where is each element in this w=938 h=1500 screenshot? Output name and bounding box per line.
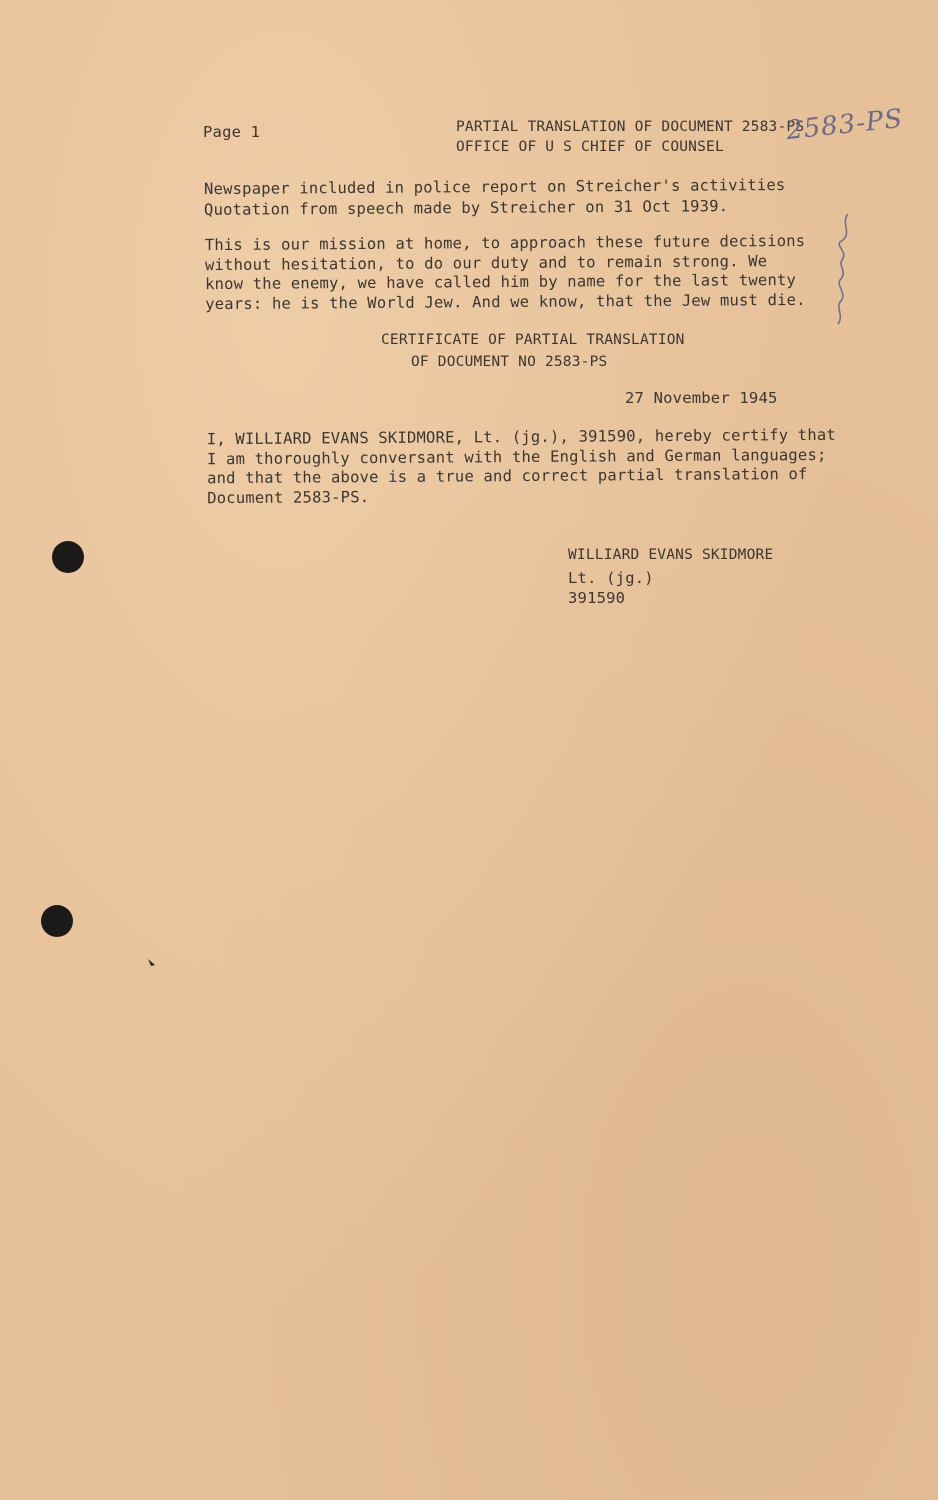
signature-rank: Lt. (jg.)	[568, 569, 654, 587]
document-title-line1: PARTIAL TRANSLATION OF DOCUMENT 2583-PS	[456, 119, 805, 135]
certificate-line: I am thoroughly conversant with the English and German languages;	[206, 445, 827, 468]
punch-hole	[41, 905, 73, 937]
intro-line-2: Quotation from speech made by Streicher on 31 Oct 1939.	[203, 197, 729, 219]
quote-line: years: he is the World Jew. And we know, that the Jew must die.	[205, 290, 806, 313]
quote-line: know the enemy, we have called him by name for the last twenty	[205, 270, 797, 294]
quote-line: This is our mission at home, to approach these future decisions	[204, 231, 806, 255]
certificate-date: 27 November 1945	[625, 389, 778, 407]
certificate-body	[207, 426, 837, 508]
certificate-line: I, WILLIARD EVANS SKIDMORE, Lt. (jg.), 391590, hereby certify that	[206, 425, 836, 449]
document-title-line2: OFFICE OF U S CHIEF OF COUNSEL	[456, 139, 724, 155]
quote-line: without hesitation, to do our duty and to remain strong. We	[204, 251, 768, 274]
certificate-line: Document 2583-PS.	[207, 487, 370, 507]
signature-name: WILLIARD EVANS SKIDMORE	[568, 547, 774, 563]
intro-line-1: Newspaper included in police report on Streicher's activities	[203, 175, 786, 199]
punch-hole	[52, 541, 84, 573]
page-label: Page 1	[203, 123, 261, 141]
certificate-line: and that the above is a true and correct partial translation of	[207, 465, 808, 488]
certificate-heading-line1: CERTIFICATE OF PARTIAL TRANSLATION	[381, 332, 685, 348]
paper-speck-mark	[145, 956, 161, 972]
quoted-passage	[205, 232, 806, 314]
handwritten-document-number: 2583-PS	[784, 103, 905, 147]
certificate-heading-line2: OF DOCUMENT NO 2583-PS	[411, 354, 608, 370]
handwritten-bracket-mark	[818, 210, 858, 330]
signature-serial: 391590	[568, 589, 626, 607]
